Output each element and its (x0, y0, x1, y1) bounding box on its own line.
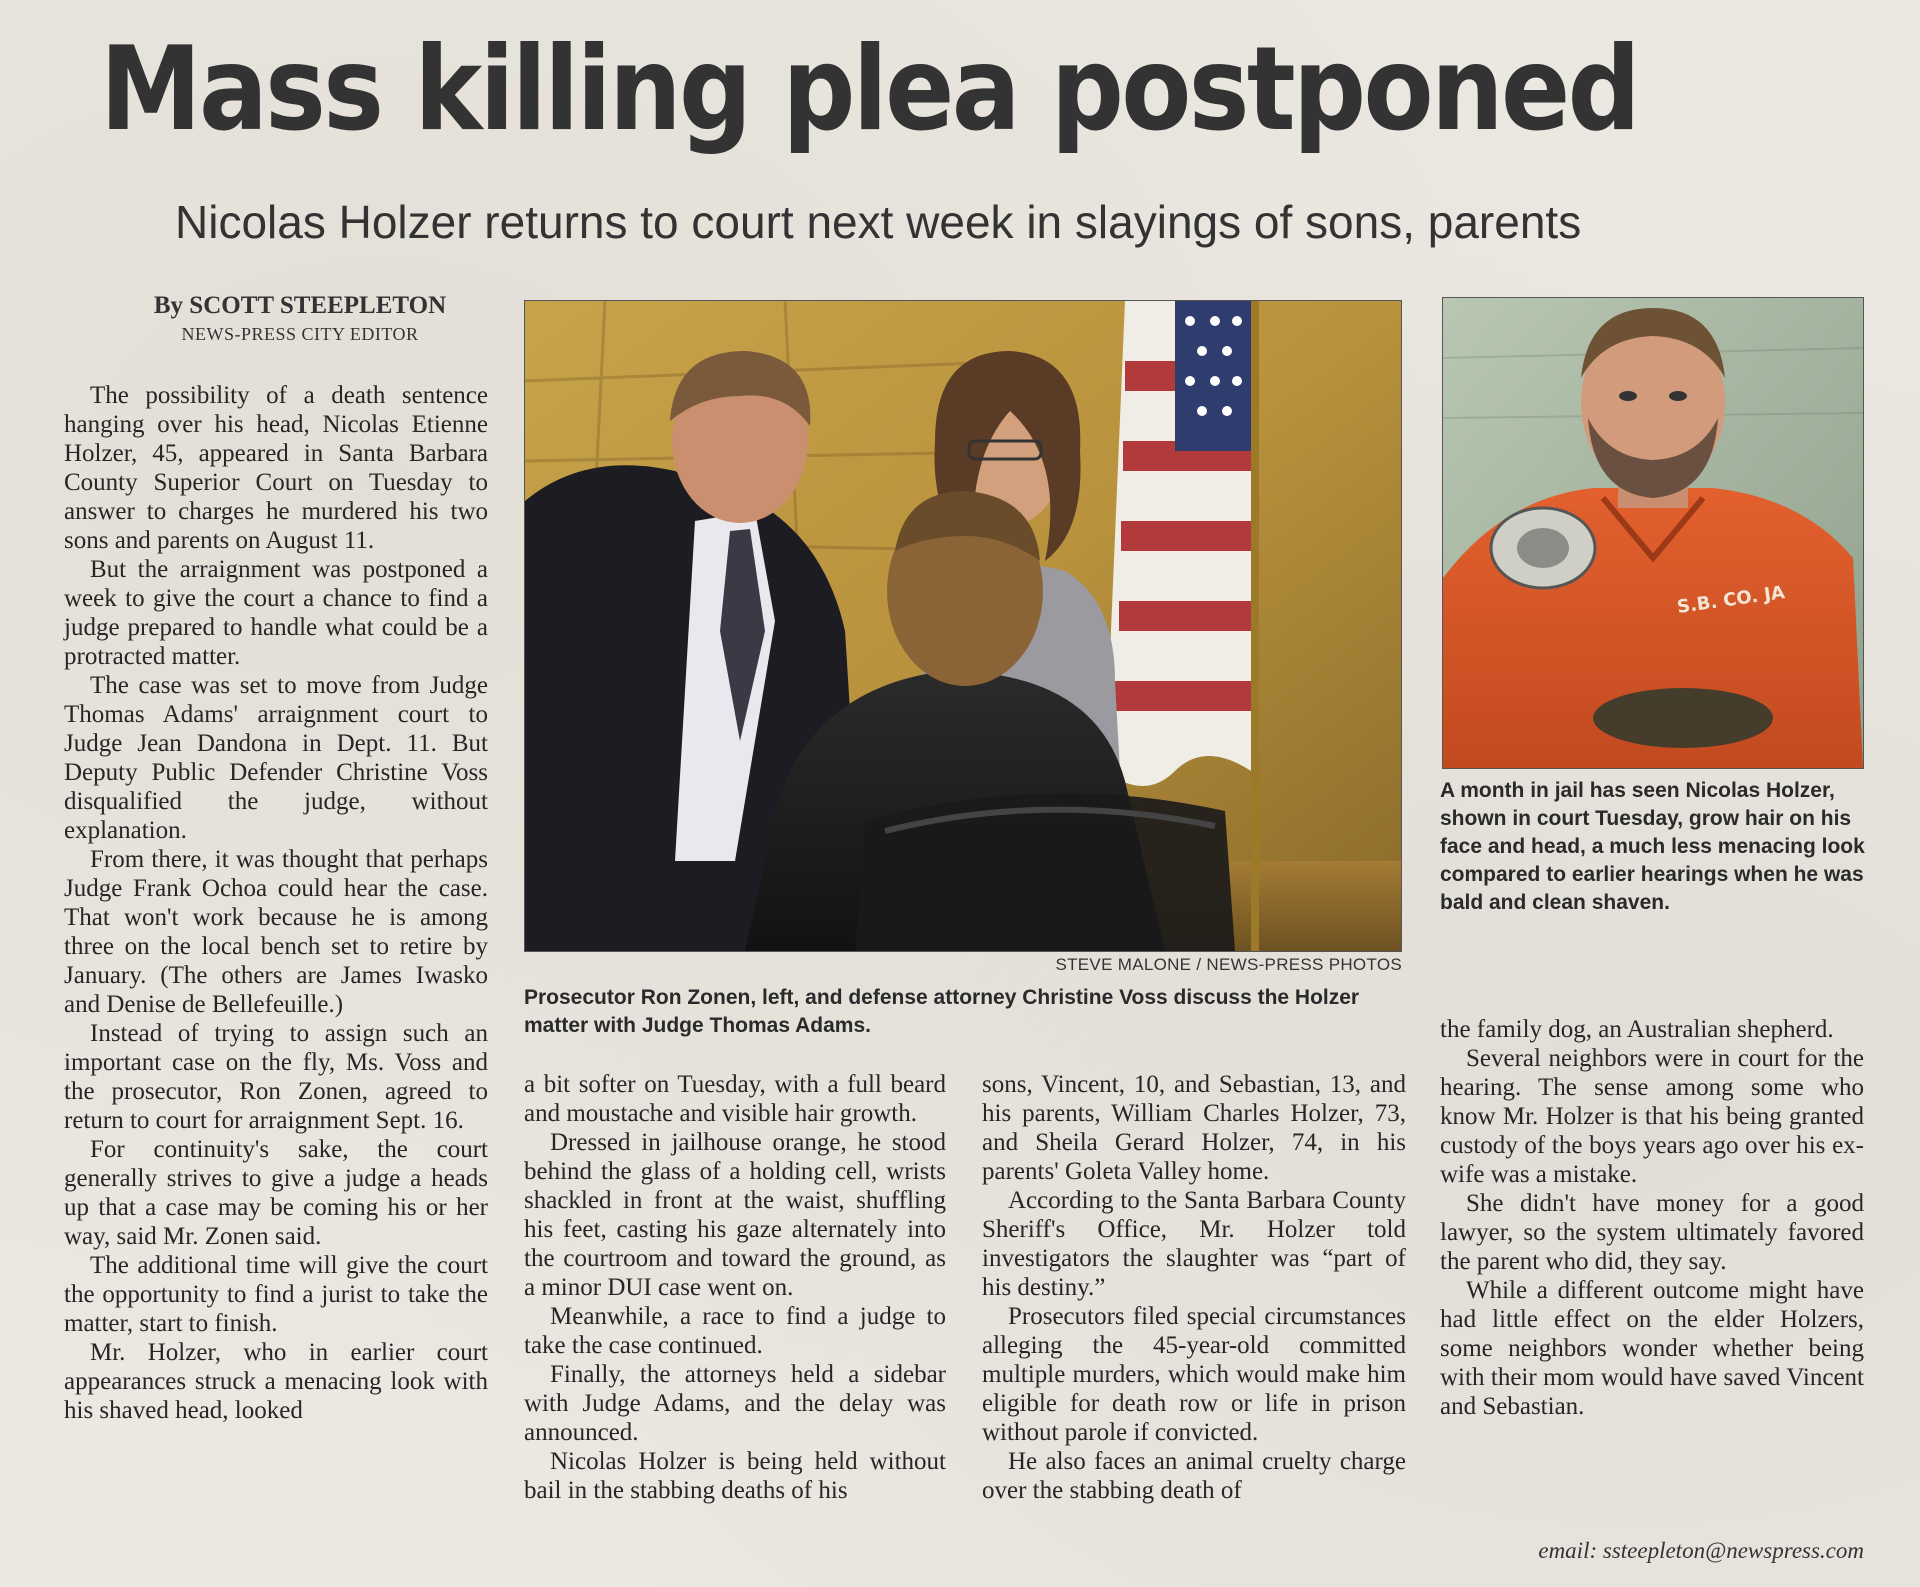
article-paragraph: the family dog, an Australian shepherd. (1440, 1016, 1834, 1043)
article-paragraph: While a different outcome might have had little effect on the elder Holzers, some neighbors wonder whether being with their mom would have saved Vincent and Sebastian. (1440, 1277, 1864, 1420)
article-paragraph: From there, it was thought that perhaps Judge Frank Ochoa could hear the case. That won't work because he is among three on the local bench set to retire by January. (The others are James Iwasko and Denise de Bellefeuille.) (64, 846, 488, 1018)
article-column-2 (524, 1070, 946, 1505)
article-paragraph: He also faces an animal cruelty charge over the stabbing death of (982, 1448, 1406, 1504)
article-paragraph: Mr. Holzer, who in earlier court appearances struck a menacing look with his shaved head, looked (64, 1339, 488, 1424)
article-paragraph: Dressed in jailhouse orange, he stood behind the glass of a holding cell, wrists shackled in front at the waist, shuffling his feet, casting his gaze alternately into the courtroom and toward the ground, as a minor DUI case went on. (524, 1129, 946, 1301)
author-email: email: ssteepleton@newspress.com (1538, 1538, 1864, 1563)
article-paragraph: Finally, the attorneys held a sidebar with Judge Adams, and the delay was announced. (524, 1361, 946, 1446)
byline-role: NEWS-PRESS CITY EDITOR (181, 324, 419, 344)
article-paragraph: For continuity's sake, the court generally strives to give a judge a heads up that a case may be coming his or her way, said Mr. Zonen said. (64, 1136, 488, 1250)
article-paragraph: According to the Santa Barbara County Sheriff's Office, Mr. Holzer told investigators the slaughter was “part of his destiny.” (982, 1187, 1406, 1301)
article-paragraph: Several neighbors were in court for the hearing. The sense among some who know Mr. Holzer is that his being granted custody of the boys years ago over his ex-wife was a mistake. (1440, 1045, 1864, 1188)
headline: Mass killing plea postponed (100, 22, 1639, 157)
defendant-photo-image (1443, 298, 1863, 768)
subhead: Nicolas Holzer returns to court next week in slayings of sons, parents (175, 196, 1582, 248)
jail-badge-text: S.B. CO. JA (1675, 582, 1787, 618)
side-photo-caption: A month in jail has seen Nicolas Holzer, shown in court Tuesday, grow hair on his face and head, a much less menacing look compared to earlier hearings when he was bald and clean shaven. (1440, 779, 1865, 914)
article-paragraph: But the arraignment was postponed a week to give the court a chance to find a judge prepared to handle what could be a protracted matter. (64, 556, 488, 670)
article-column-4 (1440, 1015, 1864, 1421)
article-paragraph: sons, Vincent, 10, and Sebastian, 13, and his parents, William Charles Holzer, 73, and Sheila Gerard Holzer, 74, in his parents' Goleta Valley home. (982, 1071, 1406, 1185)
article-paragraph: The additional time will give the court the opportunity to find a jurist to take the matter, start to finish. (64, 1252, 488, 1337)
byline (110, 292, 490, 345)
article-column-1 (64, 381, 488, 1425)
article-paragraph: Instead of trying to assign such an important case on the fly, Ms. Voss and the prosecutor, Ron Zonen, agreed to return to court for arraignment Sept. 16. (64, 1020, 488, 1134)
byline-author: By SCOTT STEEPLETON (153, 292, 447, 319)
main-photo-caption: Prosecutor Ron Zonen, left, and defense attorney Christine Voss discuss the Holzer matter with Judge Thomas Adams. (524, 986, 1360, 1037)
article-paragraph: She didn't have money for a good lawyer, so the system ultimately favored the parent who did, they say. (1440, 1190, 1864, 1275)
article-paragraph: Nicolas Holzer is being held without bail in the stabbing deaths of his (524, 1448, 946, 1504)
photo-credit: STEVE MALONE / NEWS-PRESS PHOTOS (1055, 955, 1402, 974)
courtroom-photo (524, 300, 1402, 952)
article-column-3 (982, 1070, 1406, 1505)
article-paragraph: Prosecutors filed special circumstances alleging the 45-year-old committed multiple murders, which would make him eligible for death row or life in prison without parole if convicted. (982, 1303, 1406, 1446)
defendant-photo (1442, 297, 1864, 769)
article-paragraph: The case was set to move from Judge Thomas Adams' arraignment court to Judge Jean Dandona in Dept. 11. But Deputy Public Defender Christine Voss disqualified the judge, without explanation. (64, 672, 488, 844)
article-paragraph: a bit softer on Tuesday, with a full beard and moustache and visible hair growth. (524, 1071, 946, 1127)
courtroom-photo-image (525, 301, 1401, 951)
article-paragraph: The possibility of a death sentence hanging over his head, Nicolas Etienne Holzer, 45, appeared in Santa Barbara County Superior Court on Tuesday to answer to charges he murdered his two sons and parents on August 11. (64, 382, 488, 554)
article-paragraph: Meanwhile, a race to find a judge to take the case continued. (524, 1303, 946, 1359)
